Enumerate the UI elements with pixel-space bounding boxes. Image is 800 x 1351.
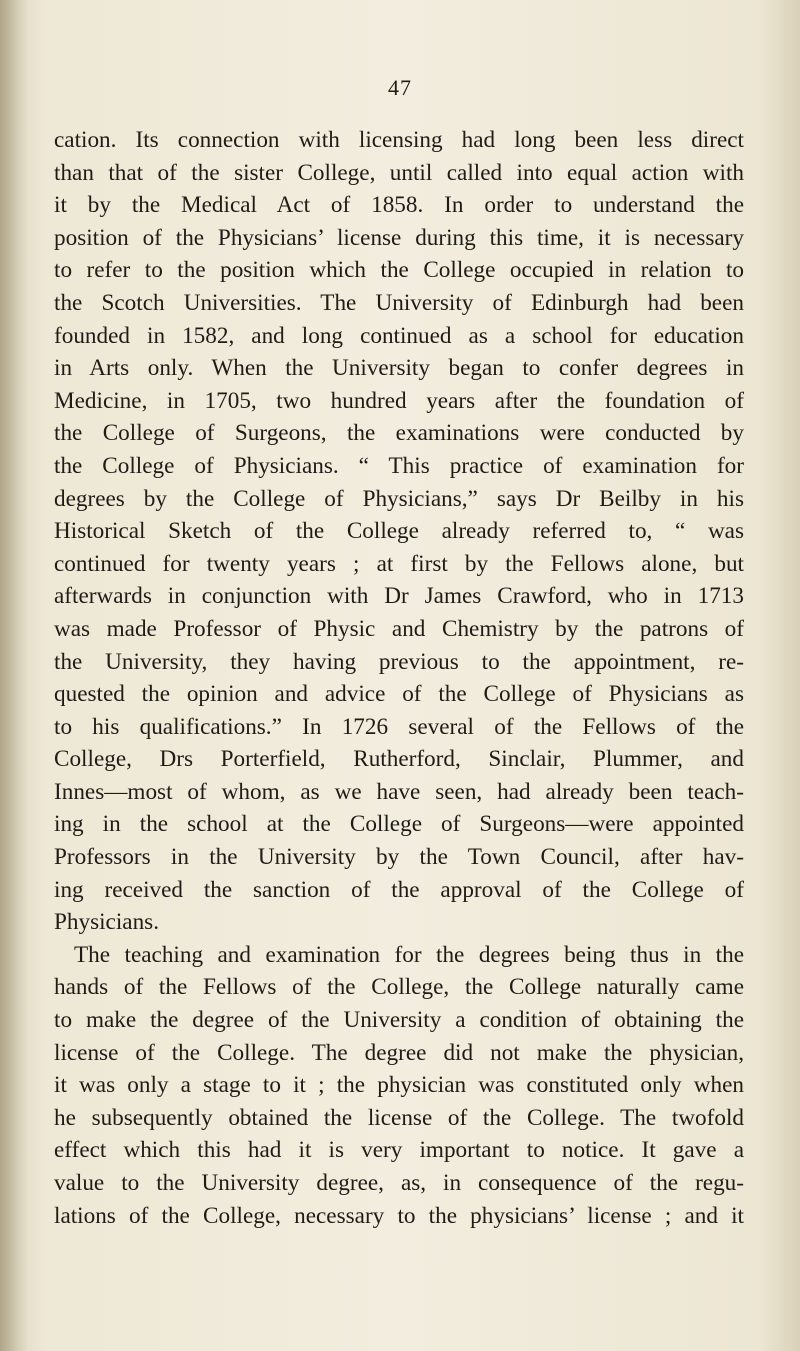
body-text bbox=[54, 124, 744, 1232]
text-line: Innes—most of whom, as we have seen, had already been teach- bbox=[54, 778, 744, 805]
text-line: degrees by the College of Physicians,” says Dr Beilby in his bbox=[54, 485, 744, 512]
text-line: it was only a stage to it ; the physician was constituted only when bbox=[54, 1072, 744, 1099]
paragraph-start-line: The teaching and examination for the degrees being thus in the bbox=[74, 941, 744, 968]
text-line: lations of the College, necessary to the physicians’ license ; and it bbox=[54, 1202, 744, 1229]
text-line: to refer to the position which the College occupied in relation to bbox=[54, 257, 744, 284]
text-line: the Scotch Universities. The University of Edinburgh had been bbox=[54, 289, 744, 316]
text-line: Professors in the University by the Town Council, after hav- bbox=[54, 844, 744, 871]
page-gutter-shadow bbox=[0, 0, 28, 1351]
text-line: it by the Medical Act of 1858. In order to understand the bbox=[54, 192, 744, 219]
text-line: he subsequently obtained the license of the College. The twofold bbox=[54, 1104, 744, 1131]
text-line: Historical Sketch of the College already referred to, “ was bbox=[54, 518, 744, 545]
text-line: the College of Physicians. “ This practice of examination for bbox=[54, 452, 744, 479]
text-line: the College of Surgeons, the examinations were conducted by bbox=[54, 420, 744, 447]
text-line: value to the University degree, as, in consequence of the regu- bbox=[54, 1170, 744, 1196]
text-line: ing received the sanction of the approval of the College of bbox=[54, 876, 744, 903]
text-line: to make the degree of the University a condition of obtaining the bbox=[54, 1007, 744, 1034]
text-line: continued for twenty years ; at first by the Fellows alone, but bbox=[54, 550, 744, 577]
text-line: hands of the Fellows of the College, the College naturally came bbox=[54, 974, 744, 1001]
page-number: 47 bbox=[388, 75, 412, 100]
text-line: ing in the school at the College of Surgeons—were appointed bbox=[54, 811, 744, 838]
text-line: position of the Physicians’ license during this time, it is necessary bbox=[54, 224, 744, 251]
text-line: effect which this had it is very important to notice. It gave a bbox=[54, 1137, 744, 1164]
text-line: was made Professor of Physic and Chemistry by the patrons of bbox=[54, 615, 744, 642]
text-line: quested the opinion and advice of the College of Physicians as bbox=[54, 681, 744, 708]
text-line: College, Drs Porterfield, Rutherford, Sinclair, Plummer, and bbox=[54, 746, 744, 773]
text-line: than that of the sister College, until called into equal action with bbox=[54, 159, 744, 186]
text-line: afterwards in conjunction with Dr James Crawford, who in 1713 bbox=[54, 583, 744, 610]
text-line: in Arts only. When the University began to confer degrees in bbox=[54, 355, 744, 382]
text-line: Medicine, in 1705, two hundred years after the foundation of bbox=[54, 387, 744, 414]
text-line: to his qualifications.” In 1726 several of the Fellows of the bbox=[54, 713, 744, 740]
text-line: the University, they having previous to the appointment, re- bbox=[54, 648, 744, 675]
text-line: cation. Its connection with licensing had long been less direct bbox=[54, 127, 744, 153]
text-line: founded in 1582, and long continued as a school for education bbox=[54, 322, 744, 349]
text-line: license of the College. The degree did not make the physician, bbox=[54, 1039, 744, 1066]
text-line: Physicians. bbox=[54, 909, 159, 936]
